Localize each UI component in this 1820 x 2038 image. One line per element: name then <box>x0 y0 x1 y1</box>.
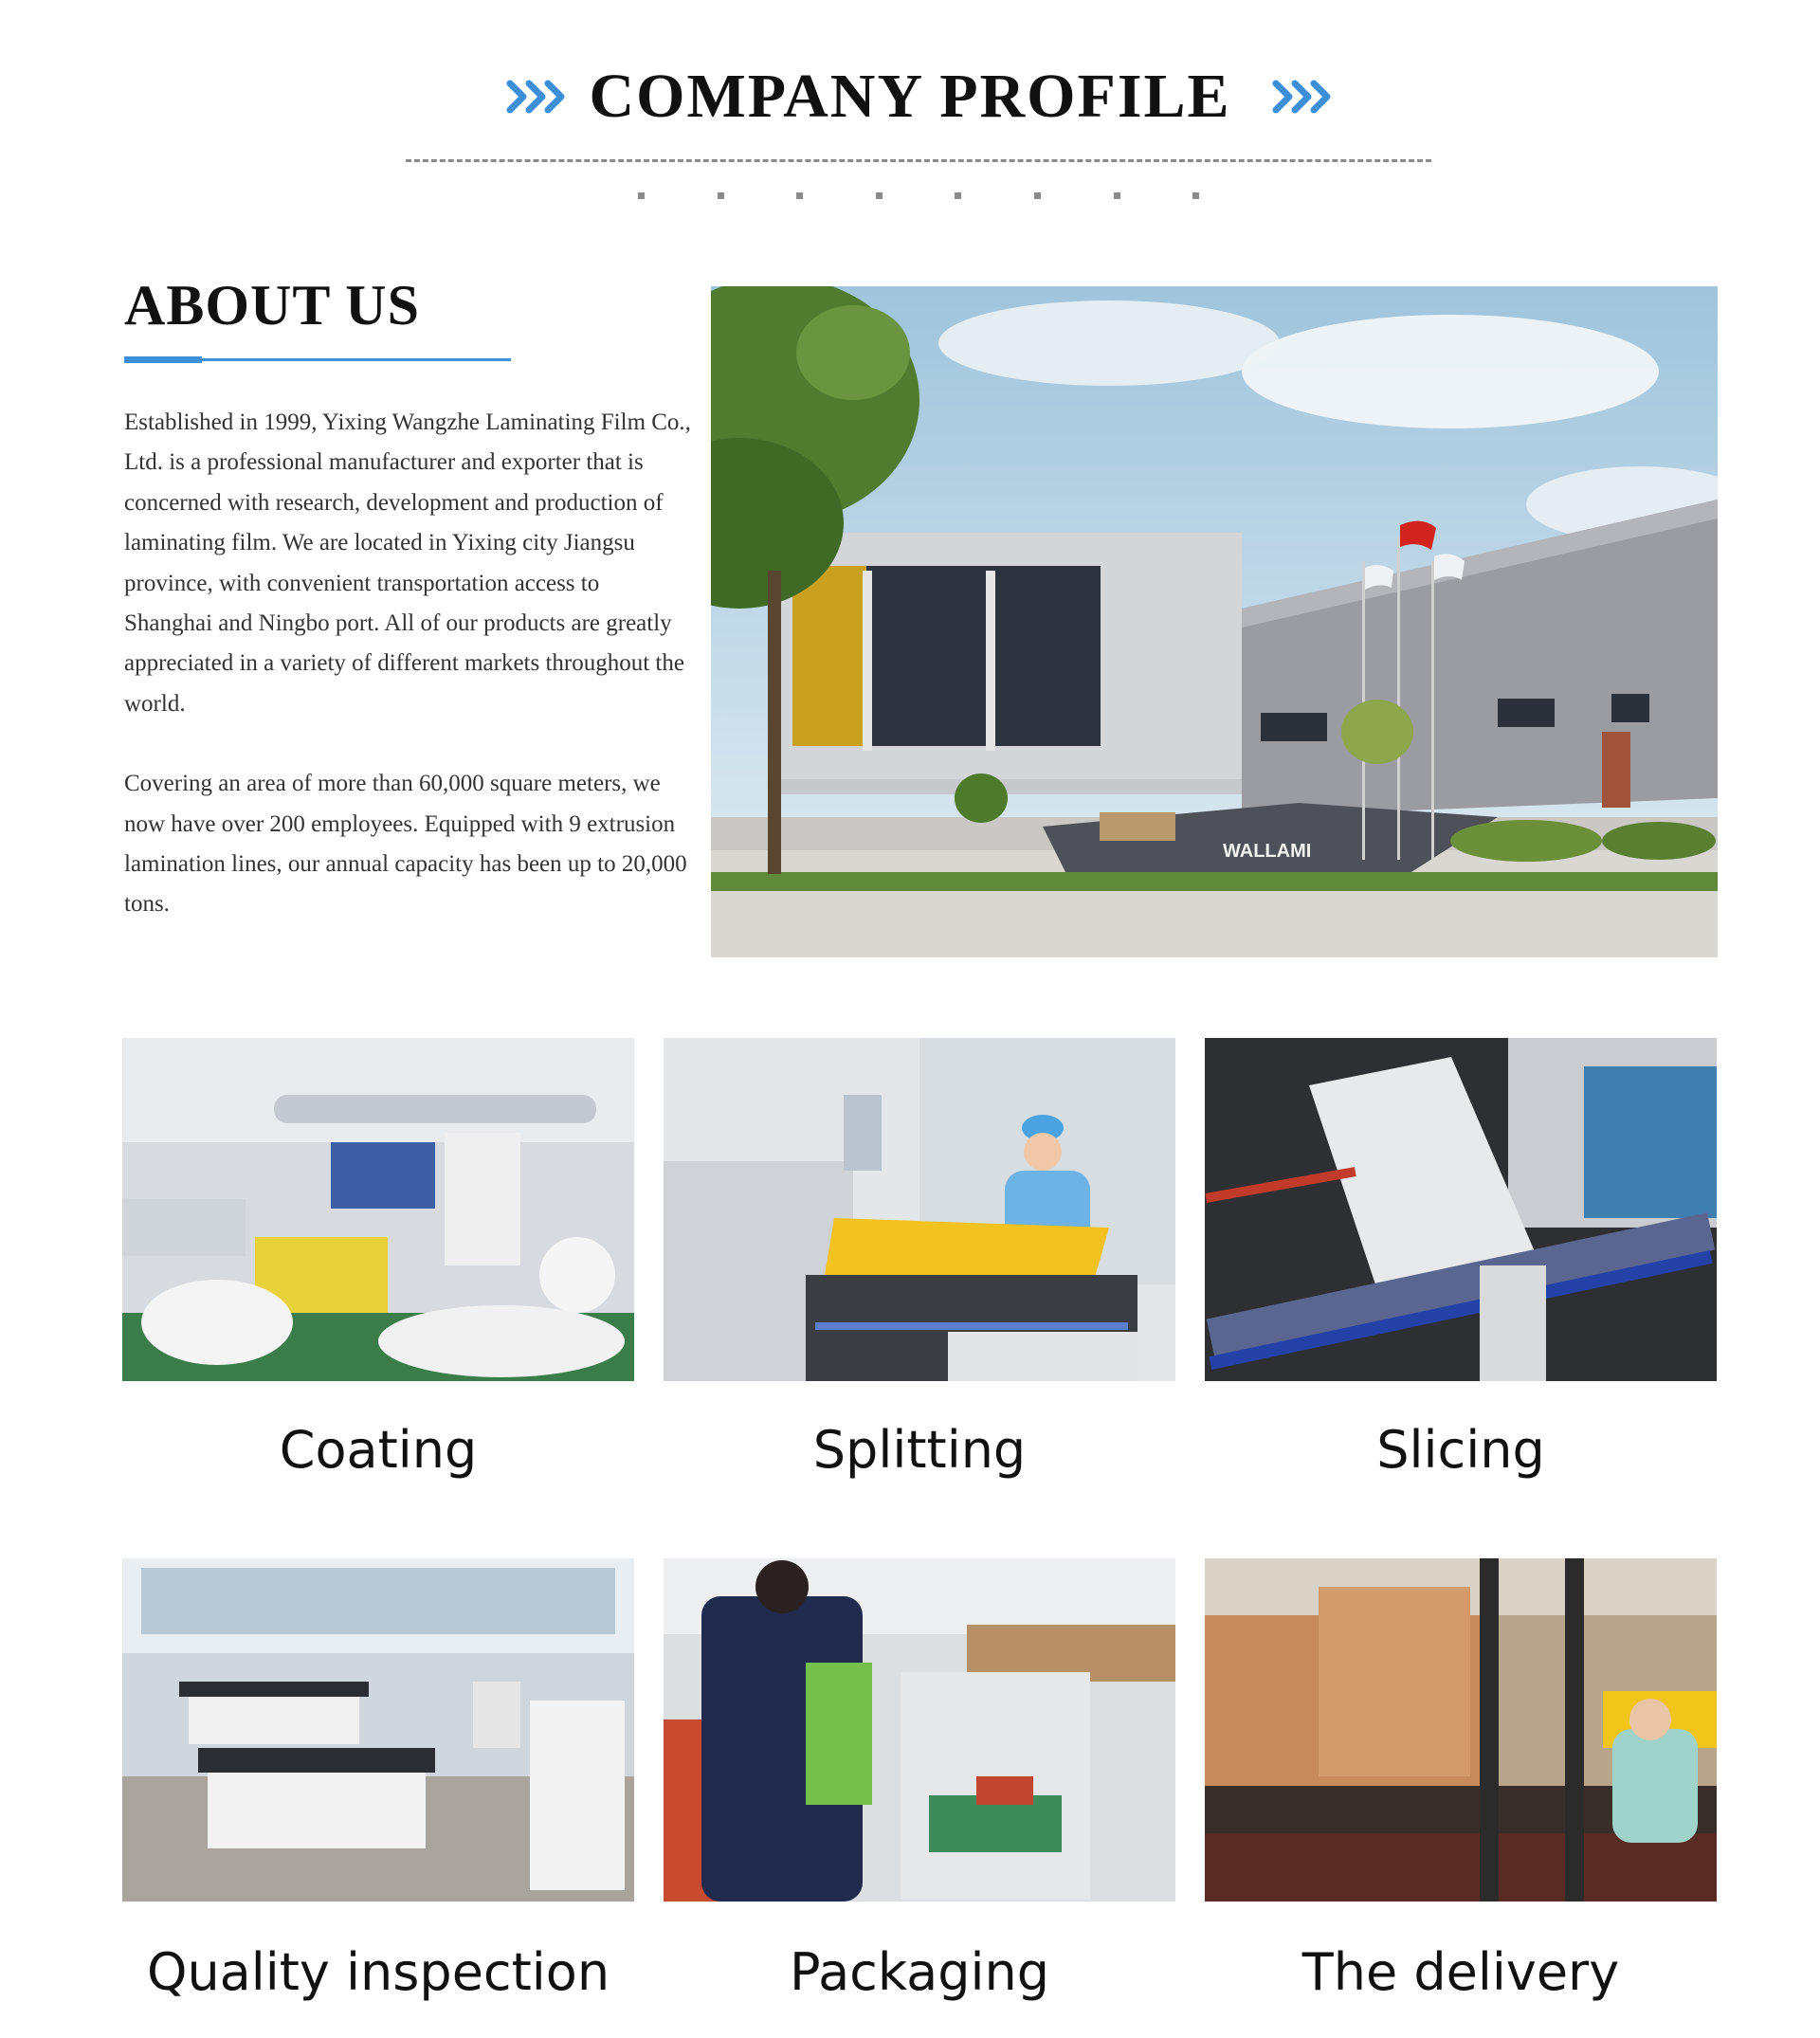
about-paragraph: Established in 1999, Yixing Wangzhe Laminating Film Co., Ltd. is a professional manufacturer and exporter that is concerned with research, development and production of laminating film. We are located in Yixing city Jiangsu province, with convenient transportation access to Shanghai and Ningbo port. All of our products are greatly appreciated in a variety of different markets throughout the world. <box>124 409 691 717</box>
divider-dot <box>955 192 961 199</box>
divider-dot <box>1192 192 1199 199</box>
divider-dot <box>638 192 645 199</box>
chevron-right-icon <box>1272 78 1335 116</box>
section-title: COMPANY PROFILE <box>589 62 1231 131</box>
about-heading: ABOUT US <box>124 274 420 337</box>
splitting-photo <box>664 1038 1175 1381</box>
divider-dot <box>876 192 883 199</box>
slicing-photo <box>1205 1038 1717 1381</box>
packaging-photo <box>664 1558 1175 1902</box>
divider-dot <box>1034 192 1041 199</box>
coating-photo <box>122 1038 634 1381</box>
divider-dot <box>1114 192 1120 199</box>
heading-underline-accent <box>124 356 202 363</box>
process-label-quality-inspection: Quality inspection <box>146 1942 610 2002</box>
process-label-delivery: The delivery <box>1301 1942 1620 2002</box>
about-text <box>124 403 693 965</box>
building-sign-text: WALLAMI <box>1223 841 1312 862</box>
factory-building-photo <box>711 286 1718 957</box>
title-divider <box>406 159 1431 162</box>
process-label-slicing: Slicing <box>1376 1420 1545 1480</box>
about-paragraph: Covering an area of more than 60,000 square meters, we now have over 200 employees. Equipped with 9 extrusion lamination lines, our annual capacity has been up to 20,000 tons. <box>124 771 687 918</box>
quality-inspection-photo <box>122 1558 634 1902</box>
divider-dot <box>718 192 724 199</box>
process-label-splitting: Splitting <box>812 1420 1027 1480</box>
process-label-packaging: Packaging <box>789 1942 1050 2002</box>
process-label-coating: Coating <box>279 1420 478 1480</box>
delivery-photo <box>1205 1558 1717 1902</box>
divider-dot <box>796 192 803 199</box>
